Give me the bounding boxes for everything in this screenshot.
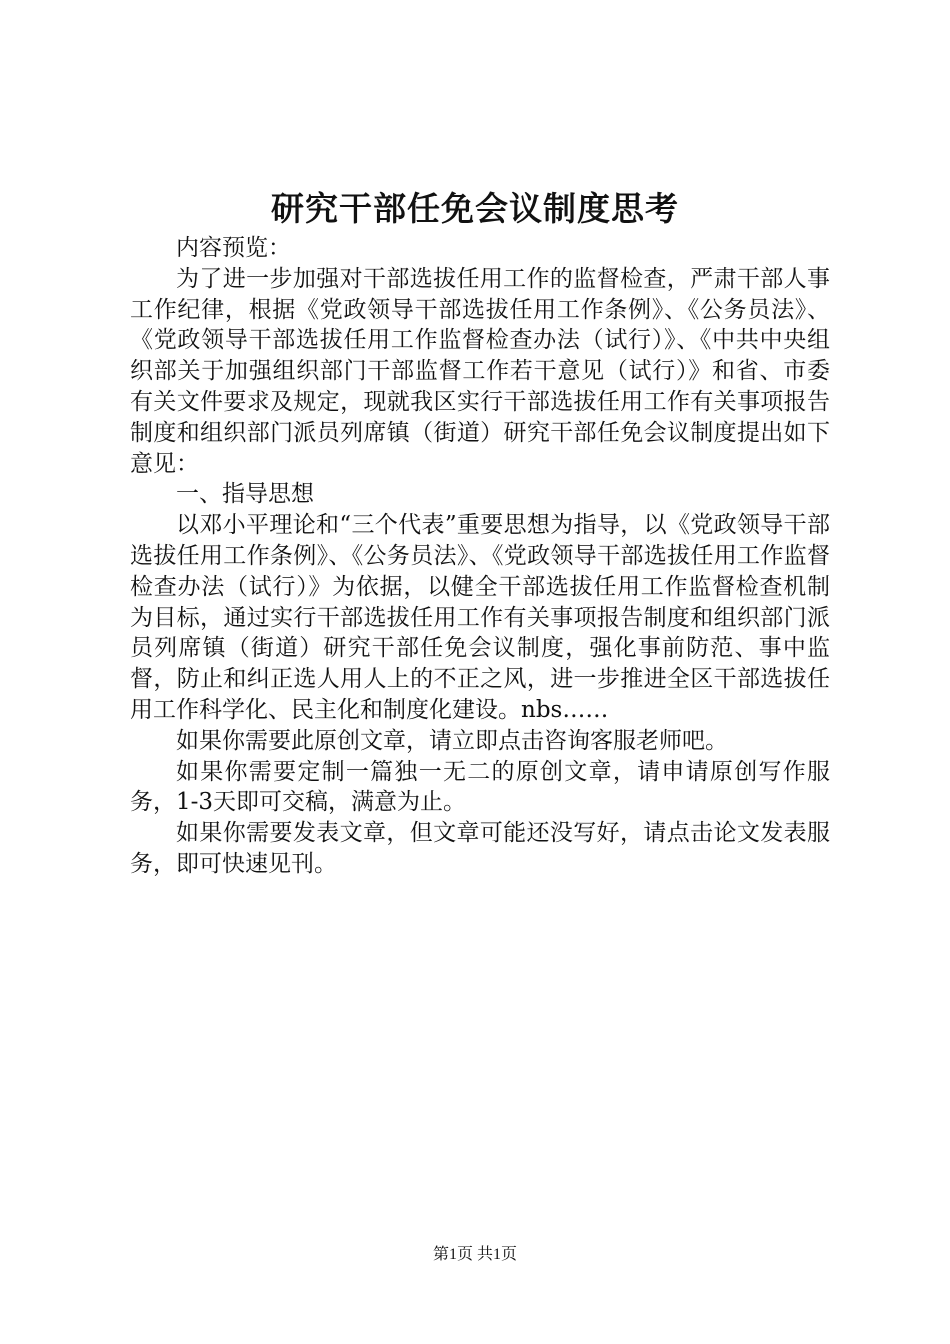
preview-label: 内容预览：	[176, 235, 291, 261]
consult-notice: 如果你需要此原创文章，请立即点击咨询客服老师吧。	[176, 727, 728, 754]
publishing-notice: 如果你需要发表文章，但文章可能还没写好，请点击论文发表服务，即可快速见刊。	[130, 820, 830, 877]
section-heading: 一、指导思想	[176, 481, 314, 508]
guiding-thought-paragraph: 以邓小平理论和“三个代表”重要思想为指导，以《党政领导干部选拔任用工作条例》、《公务员法》、《党政领导干部选拔任用工作监督检查办法（试行）》为依据，以健全干部选拔任用工作监督检查机制为目标，通过实行干部选拔任用工作有关事项报告制度和组织部门派员列席镇（街道）研究干部任免会议制度，强化事前防范、事中监督，防止和纠正选人用人上的不正之风，进一步推进全区干部选拔任用工作科学化、民主化和制度化建设。nbs……	[130, 512, 830, 723]
document-body	[130, 233, 830, 880]
custom-writing-notice: 如果你需要定制一篇独一无二的原创文章，请申请原创写作服务，1-3天即可交稿，满意为止。	[130, 758, 830, 816]
document-title: 研究干部任免会议制度思考	[271, 189, 679, 228]
intro-paragraph: 为了进一步加强对干部选拔任用工作的监督检查，严肃干部人事工作纪律，根据《党政领导干部选拔任用工作条例》、《公务员法》、《党政领导干部选拔任用工作监督检查办法（试行）》、《中共中央组织部关于加强组织部门干部监督工作若干意见（试行）》和省、市委有关文件要求及规定，现就我区实行干部选拔任用工作有关事项报告制度和组织部门派员列席镇（街道）研究干部任免会议制度提出如下意见：	[130, 265, 830, 477]
page-footer: 第1页 共1页	[432, 1246, 517, 1263]
